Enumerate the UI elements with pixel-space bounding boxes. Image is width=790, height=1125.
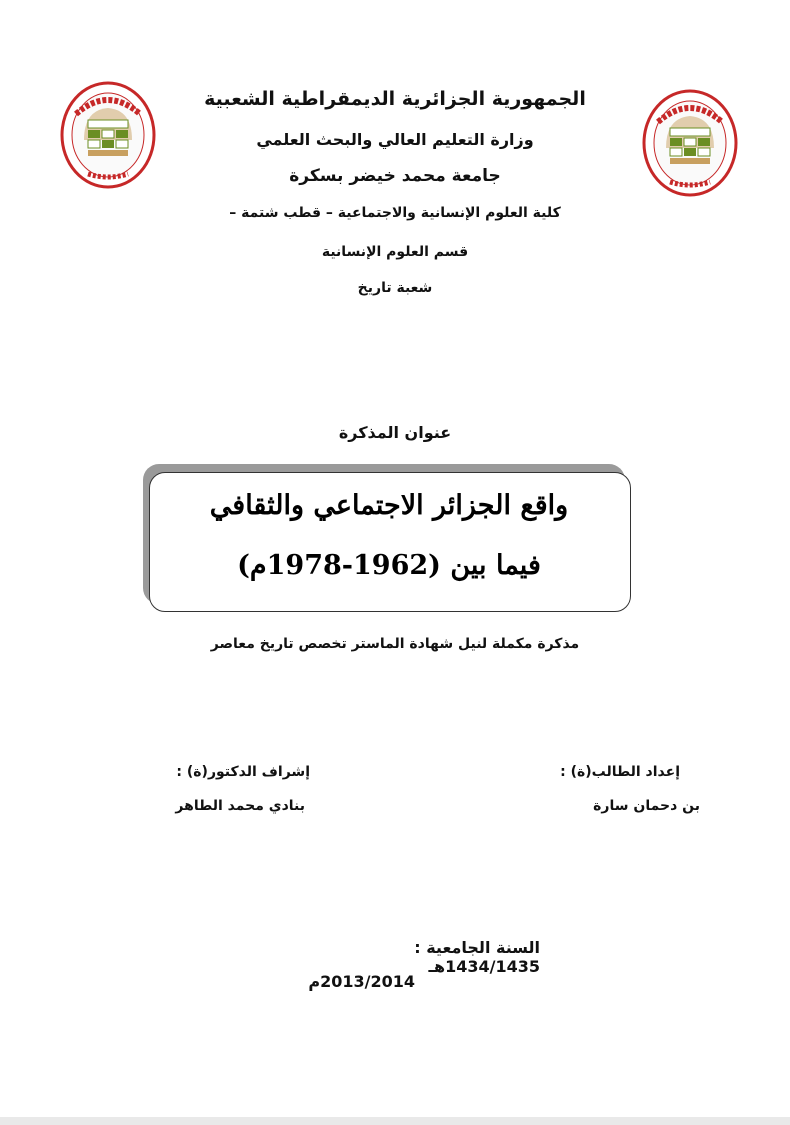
student-name: بن دحمان سارة bbox=[593, 798, 700, 814]
memo-title-line-2: فيما بين (1962-1978م) bbox=[237, 550, 541, 581]
academic-year-gregorian: 2013/2014م bbox=[308, 972, 415, 991]
supervisor-label: إشراف الدكتور(ة) : bbox=[176, 764, 310, 780]
university-logo-right bbox=[640, 88, 740, 198]
academic-year-hijri: السنة الجامعية : 1434/1435هـ bbox=[414, 938, 540, 976]
supervisor-name: بنادي محمد الطاهر bbox=[175, 798, 305, 814]
ministry-name: وزارة التعليم العالي والبحث العلمي bbox=[256, 130, 534, 149]
republic-name: الجمهورية الجزائرية الديمقراطية الشعبية bbox=[204, 88, 586, 110]
department-name: قسم العلوم الإنسانية bbox=[321, 244, 469, 260]
memo-title-line-1: واقع الجزائر الاجتماعي والثقافي bbox=[209, 490, 569, 521]
university-logo-left bbox=[58, 80, 158, 190]
faculty-name: كلية العلوم الإنسانية والاجتماعية – قطب شتمة – bbox=[229, 205, 561, 221]
memo-subtitle: مذكرة مكملة لنيل شهادة الماستر تخصص تاريخ معاصر bbox=[210, 636, 580, 652]
page-bottom-edge bbox=[0, 1117, 790, 1125]
university-name: جامعة محمد خيضر بسكرة bbox=[289, 166, 501, 186]
student-label: إعداد الطالب(ة) : bbox=[560, 764, 680, 780]
branch-name: شعبة تاريخ bbox=[357, 280, 433, 296]
memo-title-label: عنوان المذكرة bbox=[338, 423, 452, 442]
